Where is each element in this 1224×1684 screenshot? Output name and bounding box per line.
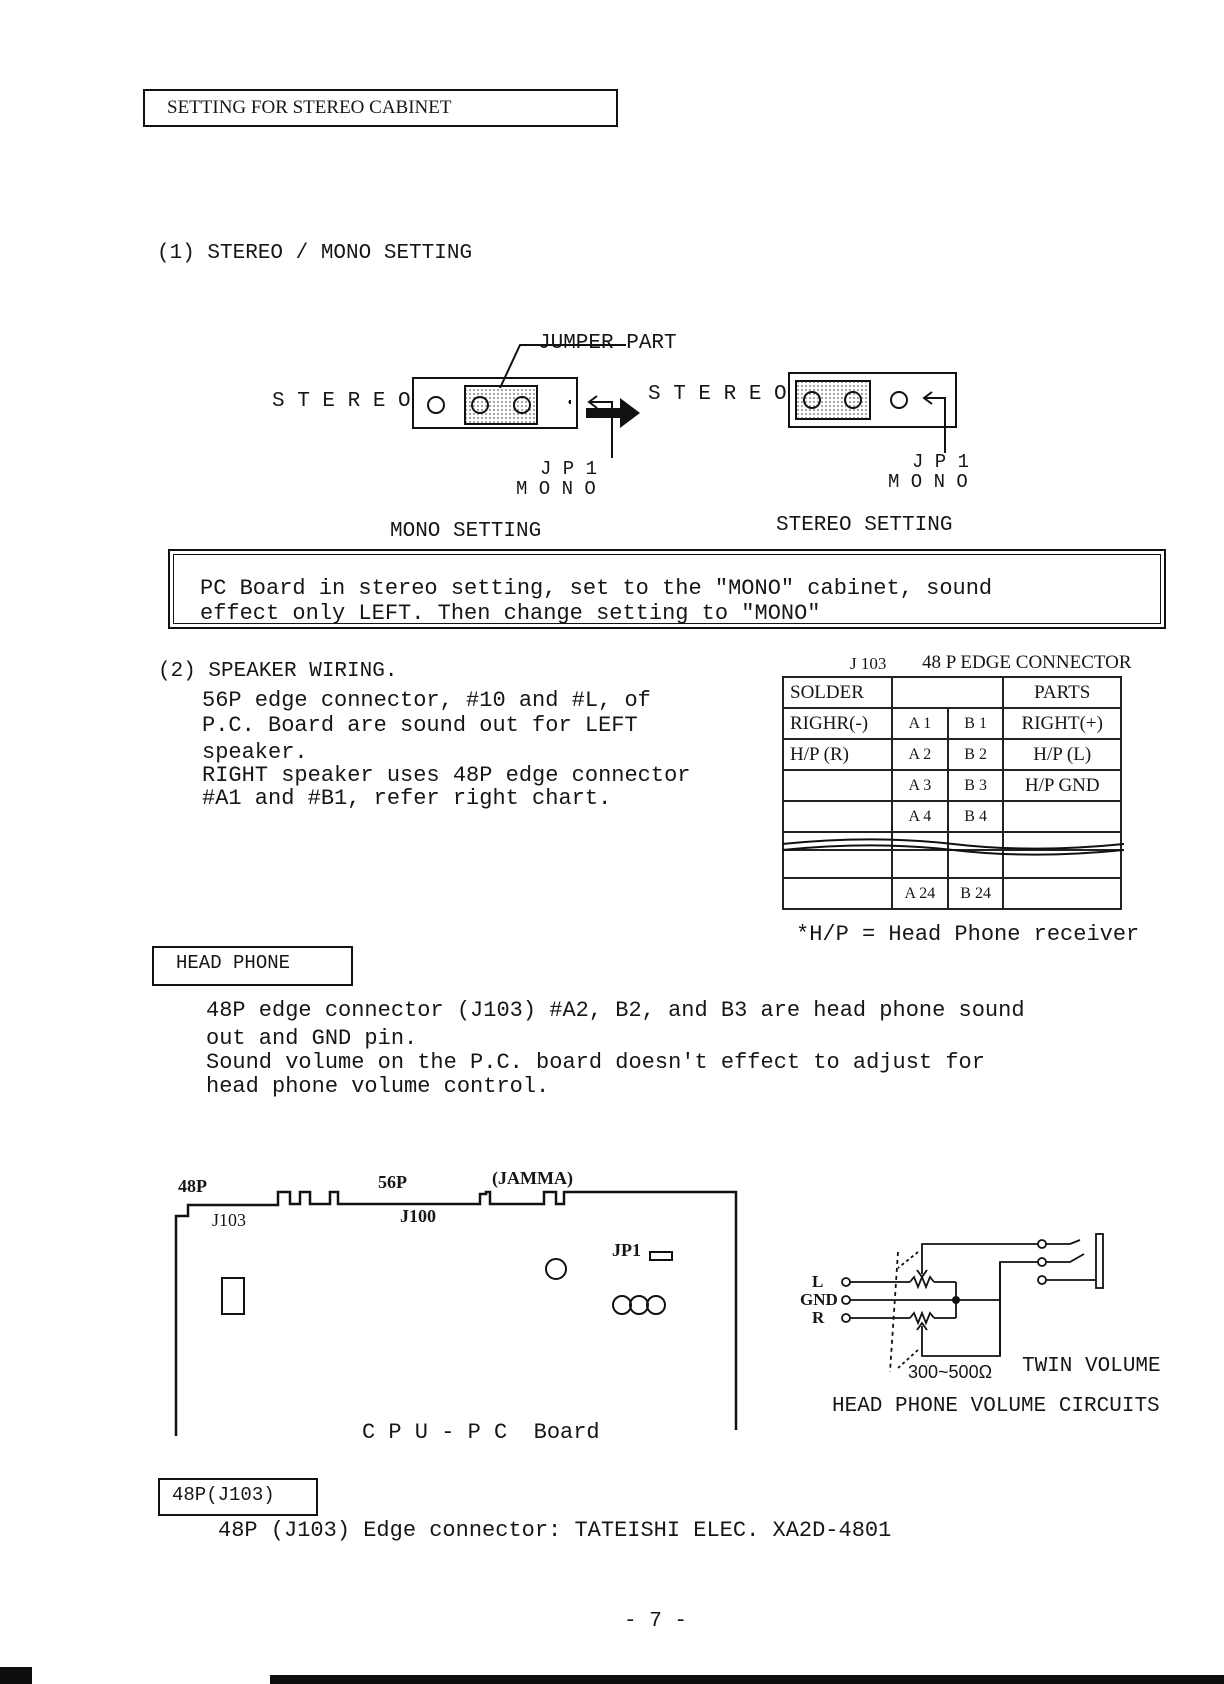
headphone-title-box — [152, 946, 353, 986]
speaker-text-5: #A1 and #B1, refer right chart. — [202, 786, 612, 811]
mono-jumper-block — [413, 345, 626, 458]
table-cell — [783, 801, 892, 832]
twin-volume-label: TWIN VOLUME — [1022, 1355, 1161, 1378]
table-cell: H/P (R) — [783, 739, 892, 770]
headphone-title: HEAD PHONE — [176, 952, 291, 974]
headphone-text-4: head phone volume control. — [206, 1074, 550, 1099]
label-48p: 48P — [178, 1176, 207, 1196]
board-caption: C P U - P C Board — [362, 1420, 600, 1445]
label-jp1: JP1 — [612, 1240, 641, 1260]
table-cell: B 2 — [948, 739, 1004, 770]
pin-l: L — [812, 1272, 824, 1291]
label-56p: 56P — [378, 1172, 407, 1192]
table-cell: H/P (L) — [1003, 739, 1121, 770]
note-line-1: PC Board in stereo setting, set to the "MONO" cabinet, sound — [200, 576, 993, 601]
table-cell: H/P GND — [1003, 770, 1121, 801]
headphone-text-3: Sound volume on the P.C. board doesn't effect to adjust for — [206, 1050, 985, 1075]
pin-r: R — [812, 1308, 825, 1327]
speaker-text-2: P.C. Board are sound out for LEFT — [202, 713, 638, 738]
j103-text: 48P (J103) Edge connector: TATEISHI ELEC. XA2D-4801 — [218, 1518, 892, 1543]
headphone-text-1: 48P edge connector (J103) #A2, B2, and B3 are head phone sound — [206, 998, 1025, 1023]
label-jamma: (JAMMA) — [492, 1168, 573, 1188]
page-title: SETTING FOR STEREO CABINET — [167, 97, 452, 118]
stereo-setting-caption: STEREO SETTING — [776, 514, 953, 537]
stereo-jumper-block — [789, 373, 956, 453]
resistance-label: 300~500Ω — [908, 1362, 993, 1382]
table-cell: B 3 — [948, 770, 1004, 801]
table-caption-name: 48 P EDGE CONNECTOR — [922, 652, 1132, 673]
edge-connector-table — [782, 676, 1122, 910]
table-cell: B 24 — [948, 878, 1004, 909]
table-cell: B 4 — [948, 801, 1004, 832]
j103-title: 48P(J103) — [172, 1484, 275, 1506]
table-cell: A 2 — [892, 739, 948, 770]
mono-setting-caption: MONO SETTING — [390, 520, 542, 543]
table-row — [783, 739, 1121, 770]
jp1-label-right: J P 1 — [912, 451, 970, 473]
table-caption-ref: J 103 — [850, 654, 887, 673]
table-row — [783, 677, 1121, 708]
j103-title-box — [158, 1478, 318, 1516]
pin-gnd: GND — [800, 1290, 838, 1309]
table-cell: A 4 — [892, 801, 948, 832]
headphone-text-2: out and GND pin. — [206, 1026, 418, 1051]
label-j103: J103 — [212, 1210, 247, 1230]
table-break-wave — [782, 836, 1124, 862]
bottom-scan-bar — [270, 1675, 1224, 1684]
table-cell — [1003, 878, 1121, 909]
bottom-scan-mark — [0, 1667, 32, 1684]
table-footnote: *H/P = Head Phone receiver — [796, 922, 1140, 947]
speaker-text-4: RIGHT speaker uses 48P edge connector — [202, 763, 691, 788]
table-cell — [783, 770, 892, 801]
table-cell: RIGHR(-) — [783, 708, 892, 739]
table-cell: SOLDER — [783, 677, 892, 708]
table-cell: RIGHT(+) — [1003, 708, 1121, 739]
label-j100: J100 — [400, 1206, 436, 1226]
cpu-pc-board-diagram — [170, 1180, 740, 1440]
note-box — [168, 549, 1166, 629]
mono-label-right: M O N O — [888, 471, 968, 493]
speaker-text-3: speaker. — [202, 740, 308, 765]
table-cell — [1003, 801, 1121, 832]
page-header-box — [143, 89, 618, 127]
table-cell: B 1 — [948, 708, 1004, 739]
table-row — [783, 801, 1121, 832]
table-cell — [892, 677, 1003, 708]
circuit-title: HEAD PHONE VOLUME CIRCUITS — [832, 1395, 1160, 1418]
table-row — [783, 770, 1121, 801]
table-row — [783, 708, 1121, 739]
table-row — [783, 878, 1121, 909]
jp1-label-left: J P 1 — [540, 458, 598, 480]
page-number: - 7 - — [624, 1610, 688, 1633]
speaker-text-1: 56P edge connector, #10 and #L, of — [202, 688, 651, 713]
note-line-2: effect only LEFT. Then change setting to "MONO" — [200, 601, 821, 626]
stereo-label-right: S T E R E O — [648, 383, 787, 406]
table-cell — [783, 878, 892, 909]
section1-title: (1) STEREO / MONO SETTING — [157, 242, 473, 265]
table-cell: A 1 — [892, 708, 948, 739]
table-cell: A 3 — [892, 770, 948, 801]
jumper-part-label: JUMPER PART — [538, 332, 677, 355]
table-cell: PARTS — [1003, 677, 1121, 708]
mono-label-left: M O N O — [516, 478, 596, 500]
stereo-label-left: S T E R E O — [272, 390, 411, 413]
section2-title: (2) SPEAKER WIRING. — [158, 660, 398, 683]
table-cell: A 24 — [892, 878, 948, 909]
